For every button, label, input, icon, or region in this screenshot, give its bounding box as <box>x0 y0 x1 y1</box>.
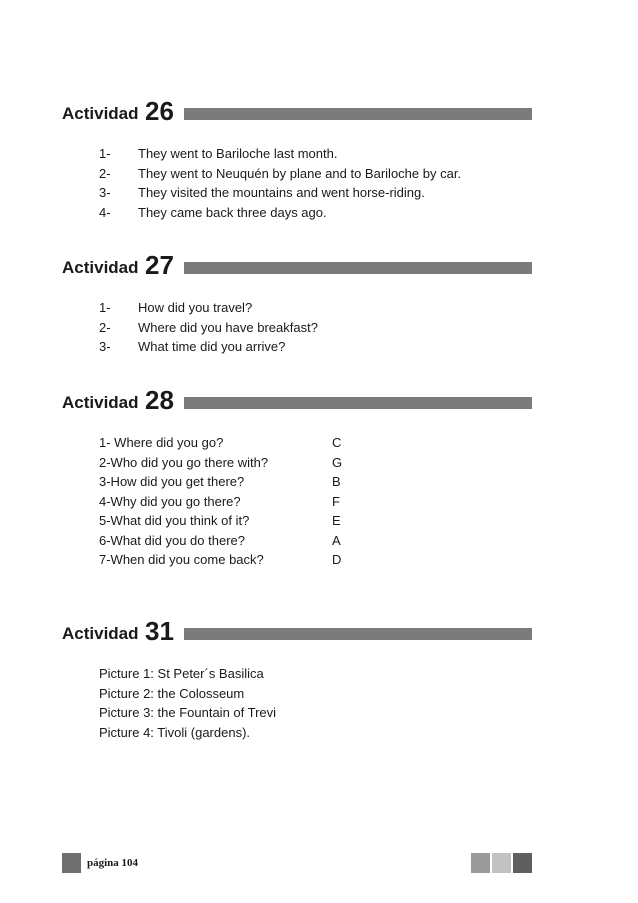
question-text: 5-What did you think of it? <box>99 513 250 528</box>
section-actividad-28 <box>62 385 532 570</box>
footer-marker-box <box>62 853 81 873</box>
question-text: 1- Where did you go? <box>99 435 224 450</box>
heading-bar <box>184 628 532 640</box>
answer-letter: G <box>332 454 343 470</box>
picture-line: Picture 3: the Fountain of Trevi <box>99 705 277 720</box>
section-actividad-31 <box>62 616 532 742</box>
section-actividad-26 <box>62 96 532 222</box>
item-text: What time did you arrive? <box>138 339 286 354</box>
answer-letter: A <box>332 532 341 548</box>
item-number: 3- <box>99 185 111 200</box>
item-number: 2- <box>99 165 111 181</box>
picture-line: Picture 4: Tivoli (gardens). <box>99 724 251 740</box>
section-heading <box>62 385 532 415</box>
list-item <box>62 164 532 184</box>
picture-line: Picture 1: St Peter´s Basilica <box>99 666 264 681</box>
heading-word: Actividad <box>62 624 139 643</box>
section-heading <box>62 616 532 646</box>
matching-row <box>62 492 532 512</box>
heading-word: Actividad <box>62 104 139 123</box>
item-number: 2- <box>99 319 111 335</box>
list-item <box>62 183 532 203</box>
item-text: They came back three days ago. <box>138 204 327 220</box>
matching-row <box>62 453 532 473</box>
item-number: 3- <box>99 339 111 354</box>
list-item <box>62 723 532 743</box>
answer-letter: F <box>332 493 340 509</box>
footer-square-dark <box>513 853 532 873</box>
matching-list <box>62 433 532 570</box>
question-text: 3-How did you get there? <box>99 474 245 489</box>
answer-letter: D <box>332 552 342 567</box>
matching-row <box>62 433 532 453</box>
item-text: Where did you have breakfast? <box>138 319 318 335</box>
matching-row <box>62 511 532 531</box>
list-item <box>62 664 532 684</box>
page-number: página 104 <box>87 857 139 869</box>
item-text: They went to Neuquén by plane and to Bariloche by car. <box>138 165 462 181</box>
list-item <box>62 203 532 223</box>
list-item <box>62 144 532 164</box>
list-item <box>62 337 532 357</box>
heading-number: 31 <box>145 616 174 646</box>
heading-bar <box>184 397 532 409</box>
item-number: 1- <box>99 300 111 315</box>
list-item <box>62 298 532 318</box>
section-actividad-27 <box>62 250 532 357</box>
item-number: 1- <box>99 146 111 161</box>
answer-letter: B <box>332 474 341 489</box>
item-text: They visited the mountains and went horse-riding. <box>138 185 425 200</box>
item-text: They went to Bariloche last month. <box>138 146 338 161</box>
picture-list <box>62 664 532 742</box>
heading-bar <box>184 108 532 120</box>
footer-square-lighter <box>492 853 511 873</box>
heading-number: 28 <box>145 385 174 415</box>
answer-letter: E <box>332 513 341 528</box>
item-number: 4- <box>99 204 111 220</box>
heading-word: Actividad <box>62 393 139 412</box>
footer-square-light <box>471 853 490 873</box>
matching-row <box>62 472 532 492</box>
matching-row <box>62 531 532 551</box>
answer-letter: C <box>332 435 342 450</box>
picture-line: Picture 2: the Colosseum <box>99 685 245 701</box>
section-heading <box>62 250 532 280</box>
heading-number: 27 <box>145 250 174 280</box>
question-text: 4-Why did you go there? <box>99 493 241 509</box>
matching-row <box>62 550 532 570</box>
heading-bar <box>184 262 532 274</box>
heading-number: 26 <box>145 96 174 126</box>
heading-word: Actividad <box>62 258 139 277</box>
list-item <box>62 684 532 704</box>
answer-list <box>62 298 532 357</box>
list-item <box>62 703 532 723</box>
answer-list <box>62 144 532 222</box>
item-text: How did you travel? <box>138 300 253 315</box>
question-text: 6-What did you do there? <box>99 532 245 548</box>
list-item <box>62 318 532 338</box>
section-heading <box>62 96 532 126</box>
question-text: 7-When did you come back? <box>99 552 264 567</box>
question-text: 2-Who did you go there with? <box>99 454 269 470</box>
